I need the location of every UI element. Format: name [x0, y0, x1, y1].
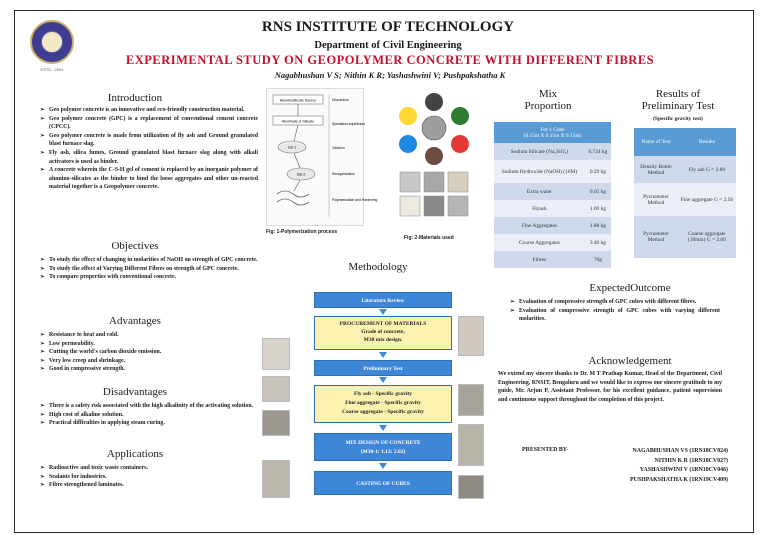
department-name: Department of Civil Engineering [314, 40, 462, 51]
results-table [634, 128, 736, 258]
list-item: ➢ Radioactive and toxic waste containers. [40, 464, 258, 473]
results-title [628, 88, 728, 112]
step-mix-design: MIX DESIGN OF CONCRETE (M30-1: 1.12: 2.02) [314, 433, 452, 461]
presenter-name: PUSHPAKSHATHA K (1RN19CV409) [630, 476, 728, 483]
table-row: Fine Aggregates 1.88 kg [494, 217, 611, 234]
list-item: ➢ Evaluation of compressive strength of GPC cubes with varying different molarities. [510, 307, 720, 324]
diagram-label: Gelation [332, 146, 345, 150]
objectives-title: Objectives [111, 240, 159, 252]
college-logo [30, 20, 74, 64]
polymerization-diagram-svg [267, 89, 378, 225]
disadvantages-title: Disadvantages [102, 386, 168, 398]
mix-title [508, 88, 588, 112]
table-row: Extra water 0.05 kg [494, 183, 611, 200]
lab-photo [262, 376, 290, 402]
presenter-name: NITHIN K R (1RN18CV027) [654, 457, 728, 464]
disadvantages-list [40, 402, 258, 428]
results-subtitle: (Specific gravity test) [653, 116, 703, 122]
list-item: ➢ A concrete wherein the C-S-H gel of cement is replaced by an inorganic polymer of alumino-silicates as the binder to bind the loose aggregates and other un-reacted material together is a Geopolymer concrete. [40, 166, 258, 192]
poster-title: EXPERIMENTAL STUDY ON GEOPOLYMER CONCRETE WITH DIFFERENT FIBRES [125, 53, 655, 67]
mix-header-row [494, 122, 611, 143]
table-row: Flyash 1.69 kg [494, 200, 611, 217]
diagram-label: Aluminosilicate Source [279, 98, 317, 103]
results-header-row: Name of Test Results [634, 128, 736, 156]
diagram-label: Polymerization and Hardening [332, 198, 378, 202]
acknowledgement-text: We extend my sincere thanks to Dr. M T Prathap Kumar, Head of the Department, Civil Engineering, RNSIT, Bengaluru and we would like to express our sincere gratitude to my guide, Mr. Arjun P, Assistant Professor, for his excellent guidance, patient supervision and continuous support throughout the completion of this project. [498, 371, 722, 403]
list-item: ➢ High cost of alkaline solution. [40, 411, 258, 420]
lab-photo [262, 460, 290, 498]
list-item: ➢ To compare properties with conventional concrete. [40, 273, 258, 282]
flow-arrow [379, 309, 387, 315]
table-row: Density Bottle Method Fly ash G = 2.88 [634, 156, 736, 183]
list-item: ➢ Evaluation of compressive strength of GPC cubes with different fibres. [510, 298, 720, 307]
flow-arrow [379, 425, 387, 431]
authors: Nagabhushan V S; Nithin K R; Yashashwini V; Pushpakshatha K [274, 70, 506, 80]
table-row: Fibres 70g [494, 251, 611, 268]
flow-arrow [379, 463, 387, 469]
list-item: ➢ Cutting the world's carbon dioxide emission. [40, 348, 258, 357]
list-item: ➢ Geo polymer concrete is made from utilization of fly ash and Ground granulated blast furnace slag. [40, 132, 258, 149]
list-item: ➢ There is a safety risk associated with the high alkalinity of the activating solution. [40, 402, 258, 411]
table-row: Course Aggregates 3.40 kg [494, 234, 611, 251]
list-item: ➢ To study the effect of changing in molarities of NaOH on strength of GPC concrete. [40, 256, 258, 265]
mix-header: For 1 Cube (0.15m X 0.15m X 0.15m) [523, 126, 582, 139]
diagram-label: Aluminate & Silicate [282, 119, 314, 124]
estd-label: ESTD : 2001 [40, 67, 64, 72]
list-item: ➢ Practical difficulties in applying steam curing. [40, 419, 258, 428]
presented-by-label: PRESENTED BY- [522, 447, 569, 453]
institute-name: RNS INSTITUTE OF TECHNOLOGY [261, 19, 515, 35]
step-preliminary-test: Preliminary Test [314, 360, 452, 376]
step-procurement: PROCUREMENT OF MATERIALS Grade of concrete, M30 mix design. [314, 316, 452, 350]
list-item: ➢ Geo polymer concrete (GPC) is a replacement of conventional cement concrete (CPCC). [40, 115, 258, 132]
lab-photo [458, 384, 484, 416]
mix-title-line1: Mix [538, 88, 558, 100]
presenter-name: YASHASHWINI V (1RN18CV046) [639, 467, 728, 474]
results-title-line1: Results of [655, 88, 701, 100]
step-specific-gravity: Fly ash - Specific gravity Fine aggregate - Specific gravity Coarse aggregate - Specific gravity [314, 385, 452, 423]
step-literature-review: Literature Review [314, 292, 452, 308]
list-item: ➢ Low permeability. [40, 340, 258, 349]
lab-photo [458, 316, 484, 356]
mix-title-line2: Proportion [524, 100, 572, 112]
applications-list [40, 464, 258, 490]
advantages-title: Advantages [109, 315, 161, 327]
materials-figure [384, 88, 484, 226]
list-item: ➢ Good in compressive strength. [40, 365, 258, 374]
diagram-label: Gel 1 [287, 145, 297, 150]
flow-arrow [379, 352, 387, 358]
presenter-name: NAGABHUSHAN VS (1RN18CV024) [632, 448, 728, 454]
presenters-list [578, 447, 728, 485]
acknowledgement-title: Acknowledgement [588, 355, 672, 367]
advantages-list [40, 331, 258, 374]
lab-photo [262, 338, 290, 370]
list-item: ➢ Resistance to heat and cold. [40, 331, 258, 340]
mix-table [494, 122, 611, 268]
diagram-label: Reorganization [332, 172, 355, 176]
lab-photo [458, 475, 484, 499]
applications-title: Applications [106, 448, 164, 460]
flow-arrow [379, 377, 387, 383]
list-item: ➢ Fly ash, silica fumes, Ground granulated blast furnace slag along with alkali activators is used as binder. [40, 149, 258, 166]
polymerization-diagram [266, 88, 378, 226]
objectives-list [40, 256, 258, 282]
list-item: ➢ To study the effect of Varying Different Fibres on strength of GPC concrete. [40, 265, 258, 274]
expected-outcome-list [510, 298, 720, 324]
table-row: Sodium Silicate (Na₂SiO₃) 0.724 kg [494, 143, 611, 160]
list-item: ➢ Very low creep and shrinkage. [40, 357, 258, 366]
list-item: ➢ Fibre strengthened laminates. [40, 481, 258, 490]
expected-outcome-title: ExpectedOutcome [589, 282, 671, 294]
methodology-title: Methodology [348, 261, 408, 273]
figure2-caption: Fig: 2-Materials used [404, 235, 454, 241]
diagram-label: Dissolution [332, 98, 349, 102]
step-casting-cubes: CASTING OF CUBES [314, 471, 452, 495]
list-item: ➢ Geo polymer concrete is an innovative and eco-friendly construction material. [40, 106, 258, 115]
table-row: Pycnometer Method Coarse aggregate (10mm) G = 2.60 [634, 216, 736, 258]
figure1-caption: Fig: 1-Polymerization process [266, 229, 338, 235]
materials-figure-svg [384, 88, 484, 226]
list-item: ➢ Sealants for industries. [40, 473, 258, 482]
lab-photo [458, 424, 484, 466]
table-row: Sodium Hydroxide (NaOH) (16M) 0.29 kg [494, 160, 611, 183]
diagram-label: Gel 2 [296, 172, 306, 177]
lab-photo [262, 410, 290, 436]
results-title-line2: Preliminary Test [641, 100, 715, 112]
introduction-title: Introduction [107, 92, 163, 104]
table-row: Pycnometer Method Fine aggregate G = 2.56 [634, 183, 736, 216]
introduction-list [40, 106, 258, 192]
diagram-label: Speciation equilibrium [332, 122, 366, 126]
logo-emblem-icon [41, 31, 63, 53]
